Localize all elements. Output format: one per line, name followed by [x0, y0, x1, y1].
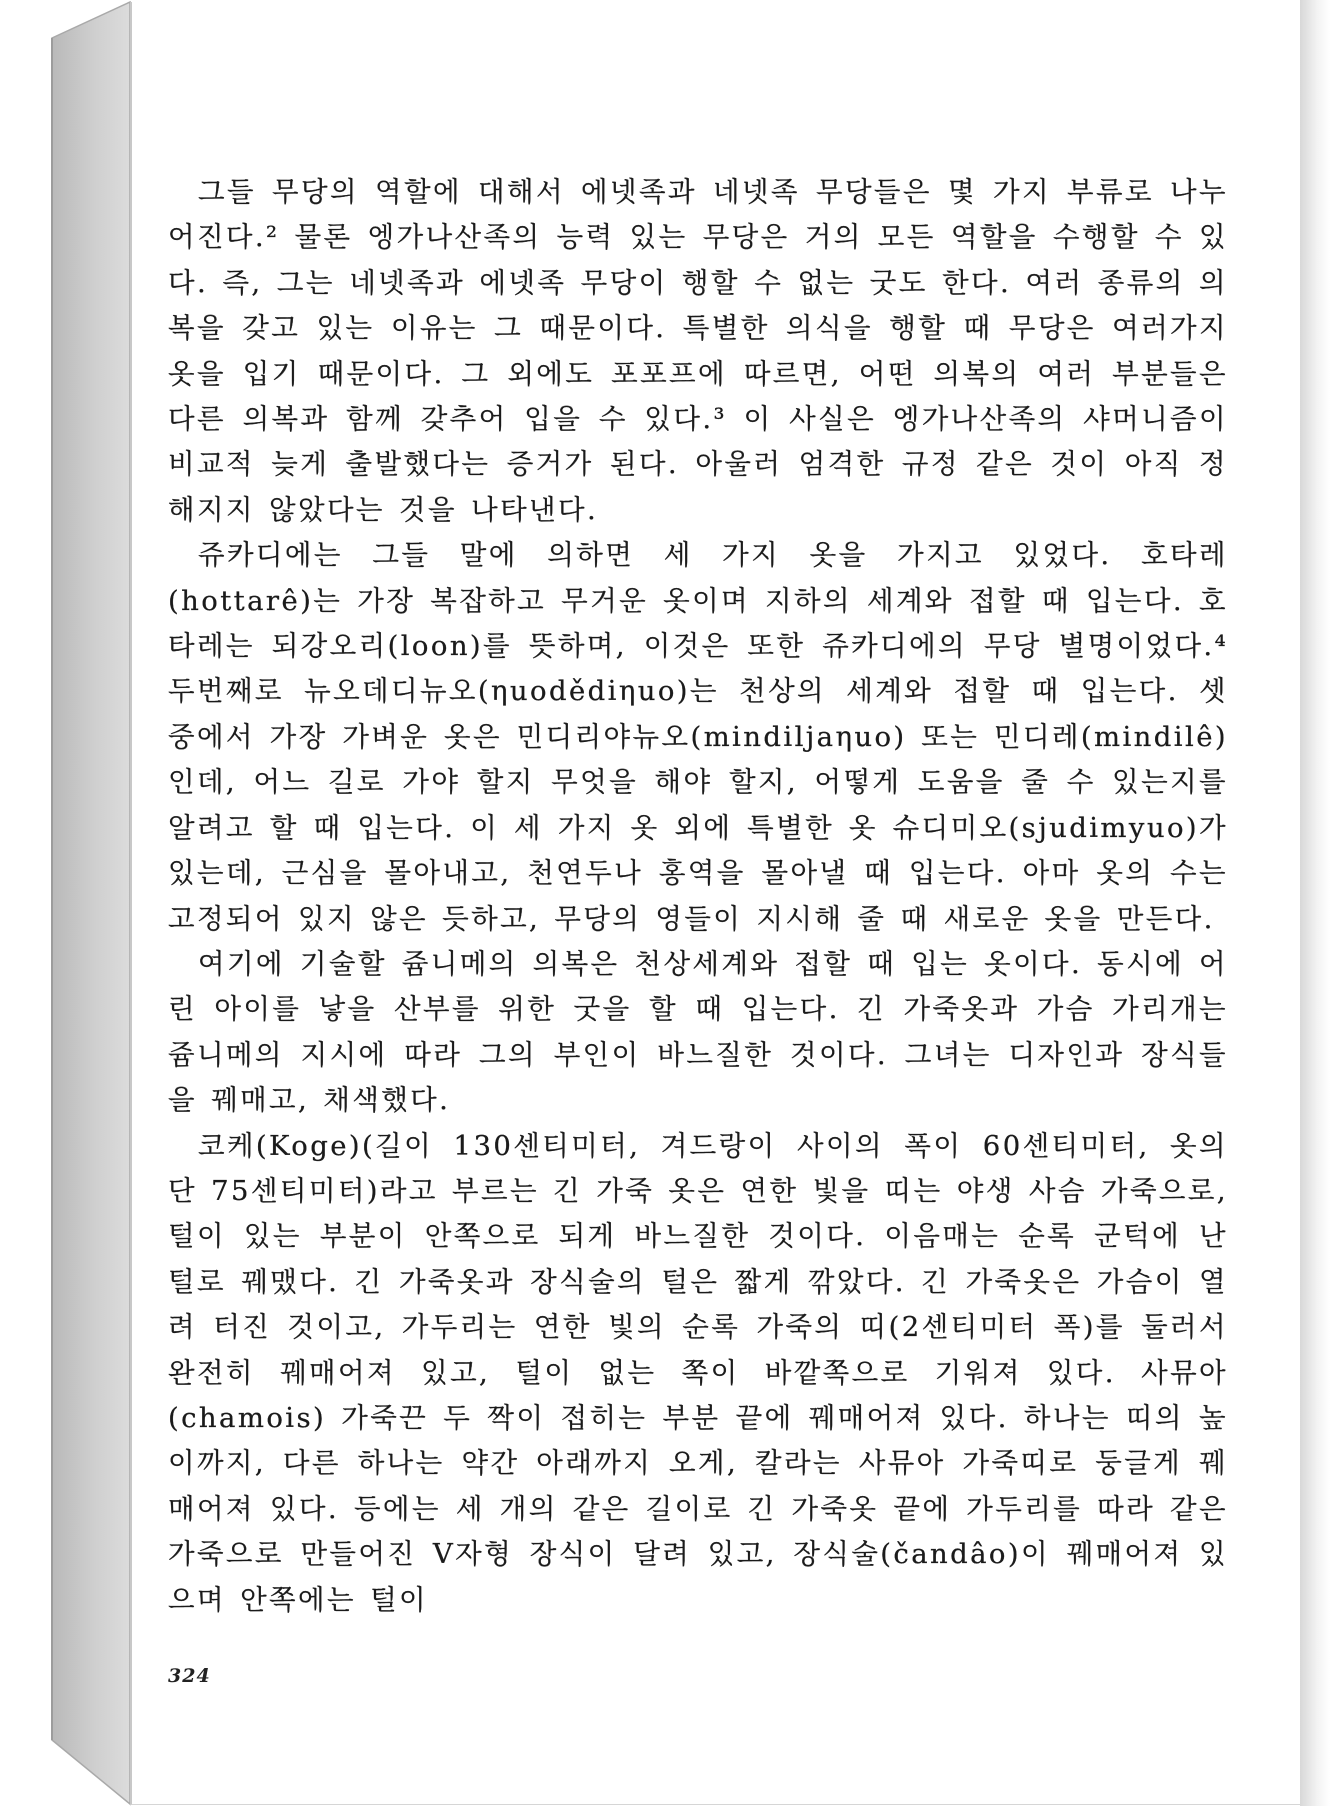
book-spine-shape — [0, 0, 135, 1806]
paragraph-shaman-roles: 그들 무당의 역할에 대해서 에넷족과 네넷족 무당들은 몇 가지 부류로 나누어진다.² 물론 엥가나산족의 능력 있는 무당은 거의 모든 역할을 수행할 수 있다. 즉, 그는 네넷족과 에넷족 무당이 행할 수 없는 굿도 한다. 여러 종류의 의복을 갖고 있는 이유는 그 때문이다. 특별한 의식을 행할 때 무당은 여러가지 옷을 입기 때문이다. 그 외에도 포포프에 따르면, 어떤 의복의 여러 부분들은 다른 의복과 함께 갖추어 입을 수 있다.³ 이 사실은 엥가나산족의 샤머니즘이 비교적 늦게 출발했다는 증거가 된다. 아울러 엄격한 규정 같은 것이 아직 정해지지 않았다는 것을 나타낸다. — [168, 176, 1228, 526]
page-number: 324 — [168, 1665, 211, 1687]
book-spine — [0, 0, 135, 1806]
paragraph-koge-description: 코케(Koge)(길이 130센티미터, 겨드랑이 사이의 폭이 60센티미터, 옷의 단 75센티미터)라고 부르는 긴 가죽 옷은 연한 빛을 띠는 야생 사슴 가죽으로, 털이 있는 부분이 안쪽으로 되게 바느질한 것이다. 이음매는 순록 군턱에 난 털로 꿰맸다. 긴 가죽옷과 장식술의 털은 짧게 깎았다. 긴 가죽옷은 가슴이 열려 터진 것이고, 가두리는 연한 빛의 순록 가죽의 띠(2센티미터 폭)를 둘러서 완전히 꿰매어져 있고, 털이 없는 쪽이 바깥쪽으로 기워져 있다. 사뮤아(chamois) 가죽끈 두 짝이 접히는 부분 끝에 꿰매어져 있다. 하나는 띠의 높이까지, 다른 하나는 약간 아래까지 오게, 칼라는 사뮤아 가죽띠로 둥글게 꿰매어져 있다. 등에는 세 개의 같은 길이로 긴 가죽옷 끝에 가두리를 따라 같은 가죽으로 만들어진 V자형 장식이 달려 있고, 장식술(čandâo)이 꿰매어져 있으며 안쪽에는 털이 — [168, 1129, 1228, 1616]
paragraph-heavenly-garment: 여기에 기술할 쥼니메의 의복은 천상세계와 접할 때 입는 옷이다. 동시에 어린 아이를 낳을 산부를 위한 굿을 할 때 입는다. 긴 가죽옷과 가슴 가리개는 쥼니메의 지시에 따라 그의 부인이 바느질한 것이다. 그녀는 디자인과 장식들을 꿰매고, 채색했다. — [168, 947, 1228, 1117]
body-text — [168, 170, 1228, 1623]
page-edge-shadow — [1300, 0, 1330, 1806]
paragraph-three-garments: 쥬카디에는 그들 말에 의하면 세 가지 옷을 가지고 있었다. 호타레(hottarê)는 가장 복잡하고 무거운 옷이며 지하의 세계와 접할 때 입는다. 호타레는 되강오리(loon)를 뜻하며, 이것은 또한 쥬카디에의 무당 별명이었다.⁴ 두번째로 뉴오데디뉴오(ηuodědiηuo)는 천상의 세계와 접할 때 입는다. 셋 중에서 가장 가벼운 옷은 민디리야뉴오(mindiljaηuo) 또는 민디레(mindilê)인데, 어느 길로 가야 할지 무엇을 해야 할지, 어떻게 도움을 줄 수 있는지를 알려고 할 때 입는다. 이 세 가지 옷 외에 특별한 옷 슈디미오(sjudimyuo)가 있는데, 근심을 몰아내고, 천연두나 홍역을 몰아낼 때 입는다. 아마 옷의 수는 고정되어 있지 않은 듯하고, 무당의 영들이 지시해 줄 때 새로운 옷을 만든다. — [168, 539, 1228, 935]
